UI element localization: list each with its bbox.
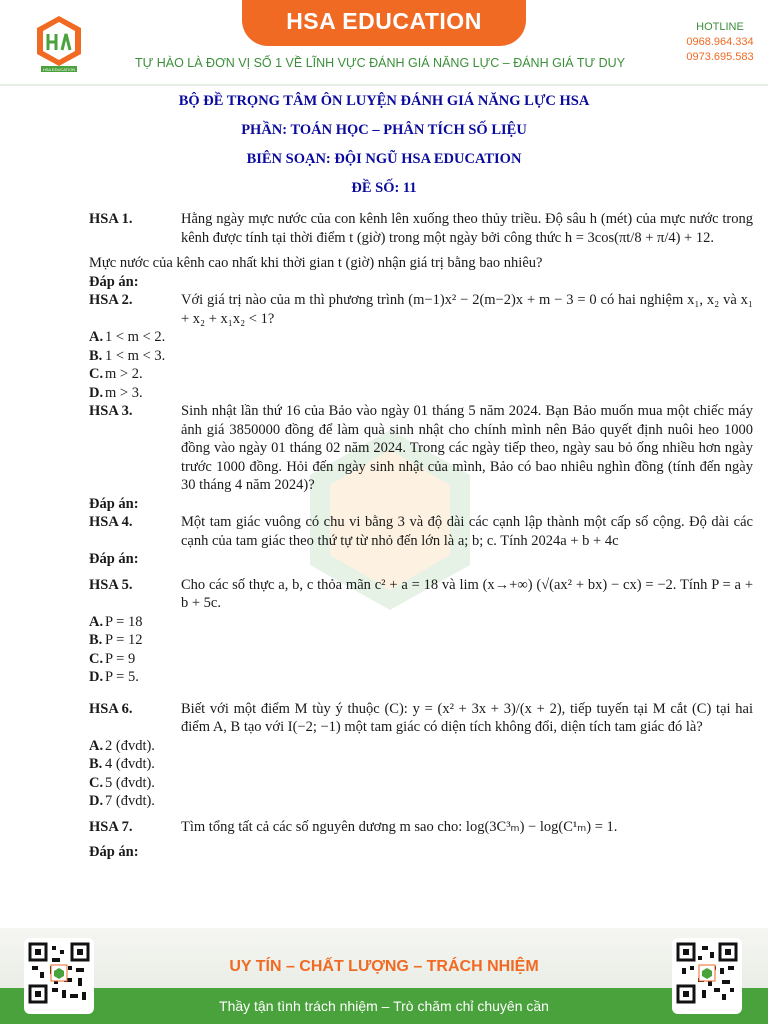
question-number: HSA 6. [89,700,133,717]
brand-name: HSA EDUCATION [286,8,482,34]
answer-label: Đáp án: [89,273,139,290]
option-d[interactable]: D. m > 3. [89,384,143,401]
option-c[interactable]: C. P = 9 [89,650,136,667]
answer-label: Đáp án: [89,495,139,512]
option-b[interactable]: B. P = 12 [89,632,143,648]
answer-label: Đáp án: [89,551,139,567]
option-a[interactable]: A. 1 < m < 2. [89,329,166,345]
option-d[interactable]: D. P = 5. [89,669,139,685]
exam-number: ĐỀ SỐ: 11 [351,180,417,196]
logo-text: HSA EDUCATION [42,67,76,72]
option-a[interactable]: A. P = 18 [89,613,143,630]
answer-label: Đáp án: [89,844,139,860]
question-6 [89,700,753,737]
header-divider [0,84,768,86]
question-text: Với giá trị nào của m thì phương trình (m−1)x² − 2(m−2)x + m − 3 = 0 có hai nghiệm x₁, x₂ và x₁ + x₂ + x₁x₂ < 1? [181,292,753,327]
question-4 [89,513,753,550]
question-number: HSA 5. [89,576,133,593]
hotline-block [672,20,768,65]
footer-slogan: Thầy tận tình trách nhiệm – Trò chăm chỉ chuyên cần [219,998,549,1014]
header-tagline: TỰ HÀO LÀ ĐƠN VỊ SỐ 1 VỀ LĨNH VỰC ĐÁNH GIÁ NĂNG LỰC – ĐÁNH GIÁ TƯ DUY [134,56,626,70]
option-c[interactable]: C. m > 2. [89,366,143,382]
question-1 [89,210,753,247]
question-3 [89,402,753,495]
hotline-label: HOTLINE [696,21,744,33]
qr-code-left[interactable] [24,938,94,1014]
option-c[interactable]: C. 5 (đvdt). [89,774,155,791]
question-text: Hằng ngày mực nước của con kênh lên xuống theo thủy triều. Độ sâu h (mét) của mực nước trong kênh được tính tại thời điểm t (giờ) trong một ngày bởi công thức h = 3cos(πt/8 + π/4) + 12. [181,211,753,246]
hotline-phone-1[interactable]: 0968.964.334 [686,36,754,48]
question-number: HSA 1. [89,211,133,227]
question-7 [89,818,753,837]
option-d[interactable]: D. 7 (đvdt). [89,793,155,809]
question-text-continued: Mực nước của kênh cao nhất khi thời gian t (giờ) nhận giá trị bằng bao nhiêu? [89,255,543,271]
question-number: HSA 4. [89,514,133,530]
option-a[interactable]: A. 2 (đvdt). [89,737,155,754]
exam-content [89,210,753,862]
question-text: Sinh nhật lần thứ 16 của Bảo vào ngày 01 tháng 5 năm 2024. Bạn Bảo muốn mua một chiếc máy ảnh giá 3850000 đồng để làm quà sinh nhật cho chính mình nên Bảo quyết định nuôi heo 1000 đồng vào ngày 01 tháng 02 năm 2024. Trong các ngày tiếp theo, ngày sau bỏ ống nhiều hơn ngày trước 1000 đồng. Hỏi đến ngày sinh nhật của mình, Bảo có bao nhiêu nghìn đồng (tính đến ngày 30 tháng 4 năm 2024)? [181,403,753,493]
question-number: HSA 7. [89,818,133,835]
option-b[interactable]: B. 1 < m < 3. [89,347,166,364]
page-header [0,0,768,88]
option-b[interactable]: B. 4 (đvdt). [89,756,155,772]
hotline-phone-2[interactable]: 0973.695.583 [686,51,754,63]
question-text: Một tam giác vuông có chu vi bằng 3 và độ dài các cạnh lập thành một cấp số cộng. Độ dài các cạnh của tam giác theo thứ tự từ nhỏ đến lớn là a; b; c. Tính 2024a + b + 4c [181,514,753,549]
question-5 [89,576,753,613]
question-text: Cho các số thực a, b, c thỏa mãn c² + a = 18 và lim (x→+∞) (√(ax² + bx) − cx) = −2. Tính P = a + b + 5c. [181,576,753,611]
question-text: Tìm tổng tất cả các số nguyên dương m sao cho: log(3C³ₘ) − log(C¹ₘ) = 1. [181,818,618,835]
question-number: HSA 3. [89,403,133,419]
hsa-logo [34,14,84,74]
question-number: HSA 2. [89,292,133,308]
page-footer [0,928,768,1024]
exam-titles [0,90,768,206]
footer-motto: UY TÍN – CHẤT LƯỢNG – TRÁCH NHIỆM [229,958,539,975]
exam-section: PHẦN: TOÁN HỌC – PHÂN TÍCH SỐ LIỆU [241,122,527,138]
exam-title: BỘ ĐỀ TRỌNG TÂM ÔN LUYỆN ĐÁNH GIÁ NĂNG LỰC HSA [178,93,590,109]
question-2 [89,291,753,328]
question-text: Biết với một điểm M tùy ý thuộc (C): y = (x² + 3x + 3)/(x + 2), tiếp tuyến tại M cắt (C) tại hai điểm A, B tạo với I(−2; −1) một tam giác có diện tích không đổi, diện tích tam giác đó là? [181,700,753,735]
qr-code-right[interactable] [672,938,742,1014]
exam-author: BIÊN SOẠN: ĐỘI NGŨ HSA EDUCATION [246,151,522,167]
